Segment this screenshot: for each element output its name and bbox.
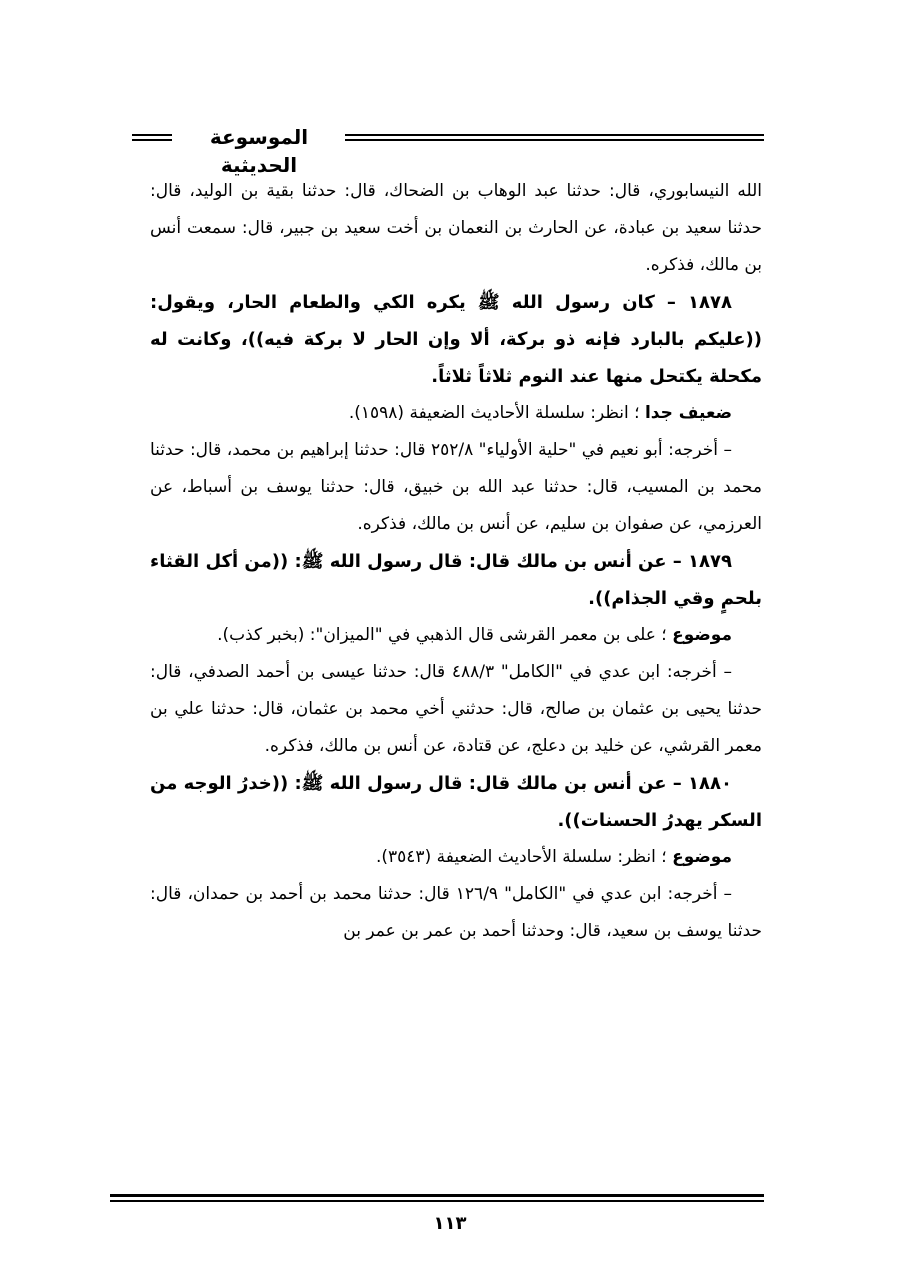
grading-1880 xyxy=(150,839,762,876)
grading-label: موضوع xyxy=(672,847,732,867)
takhrij-1879: – أخرجه: ابن عدي في "الكامل" ٤٨٨/٣ قال: حدثنا عيسى بن أحمد الصدفي، قال: حدثنا يحيى بن عثمان بن صالح، قال: حدثني أخي محمد بن عثمان، قال: حدثنا علي بن معمر القرشي، عن خليد بن دعلج، عن قتادة، عن أنس بن مالك، فذكره. xyxy=(150,662,762,756)
header-rule-left xyxy=(132,134,172,141)
grading-text: ؛ على بن معمر القرشى قال الذهبي في "الميزان": (بخبر كذب). xyxy=(217,625,673,645)
hadith-1880: ١٨٨٠ – عن أنس بن مالك قال: قال رسول الله ﷺ: ((خدرُ الوجه من السكر يهدرُ الحسنات)). xyxy=(150,773,762,831)
header-rule-right xyxy=(345,134,764,141)
grading-label: ضعيف جدا xyxy=(644,403,732,423)
running-title: الموسوعة الحديثية xyxy=(209,125,309,177)
page-header xyxy=(132,123,764,177)
page-number: ١١٣ xyxy=(433,1213,467,1234)
takhrij-1878: – أخرجه: أبو نعيم في "حلية الأولياء" ٢٥٢/٨ قال: حدثنا إبراهيم بن محمد، قال: حدثنا محمد بن المسيب، قال: حدثنا عبد الله بن خبيق، قال: حدثنا يوسف بن أسباط، عن العرزمي، عن صفوان بن سليم، عن أنس بن مالك، فذكره. xyxy=(150,440,762,534)
grading-text: ؛ انظر: سلسلة الأحاديث الضعيفة (١٥٩٨). xyxy=(348,403,645,423)
hadith-1878: ١٨٧٨ – كان رسول الله ﷺ يكره الكي والطعام الحار، ويقول: ((عليكم بالبارد فإنه ذو بركة، ألا وإن الحار لا بركة فيه))، وكانت له مكحلة يكتحل منها عند النوم ثلاثاً ثلاثاً. xyxy=(150,292,762,387)
footer-rule xyxy=(110,1194,764,1202)
grading-text: ؛ انظر: سلسلة الأحاديث الضعيفة (٣٥٤٣). xyxy=(375,847,673,867)
grading-label: موضوع xyxy=(672,625,732,645)
paragraph-chain-continuation: الله النيسابوري، قال: حدثنا عبد الوهاب بن الضحاك، قال: حدثنا بقية بن الوليد، قال: حدثنا سعيد بن عبادة، عن الحارث بن النعمان بن أخت سعيد بن جبير، قال: سمعت أنس بن مالك، فذكره. xyxy=(150,181,762,275)
hadith-1879: ١٨٧٩ – عن أنس بن مالك قال: قال رسول الله ﷺ: ((من أكل القثاء بلحمٍ وقي الجذام)). xyxy=(150,551,762,609)
grading-1878 xyxy=(150,395,762,432)
body-text xyxy=(150,173,762,950)
takhrij-1880: – أخرجه: ابن عدي في "الكامل" ١٢٦/٩ قال: حدثنا محمد بن أحمد بن حمدان، قال: حدثنا يوسف بن سعيد، قال: وحدثنا أحمد بن عمر بن عمر بن xyxy=(150,884,762,941)
grading-1879 xyxy=(150,617,762,654)
